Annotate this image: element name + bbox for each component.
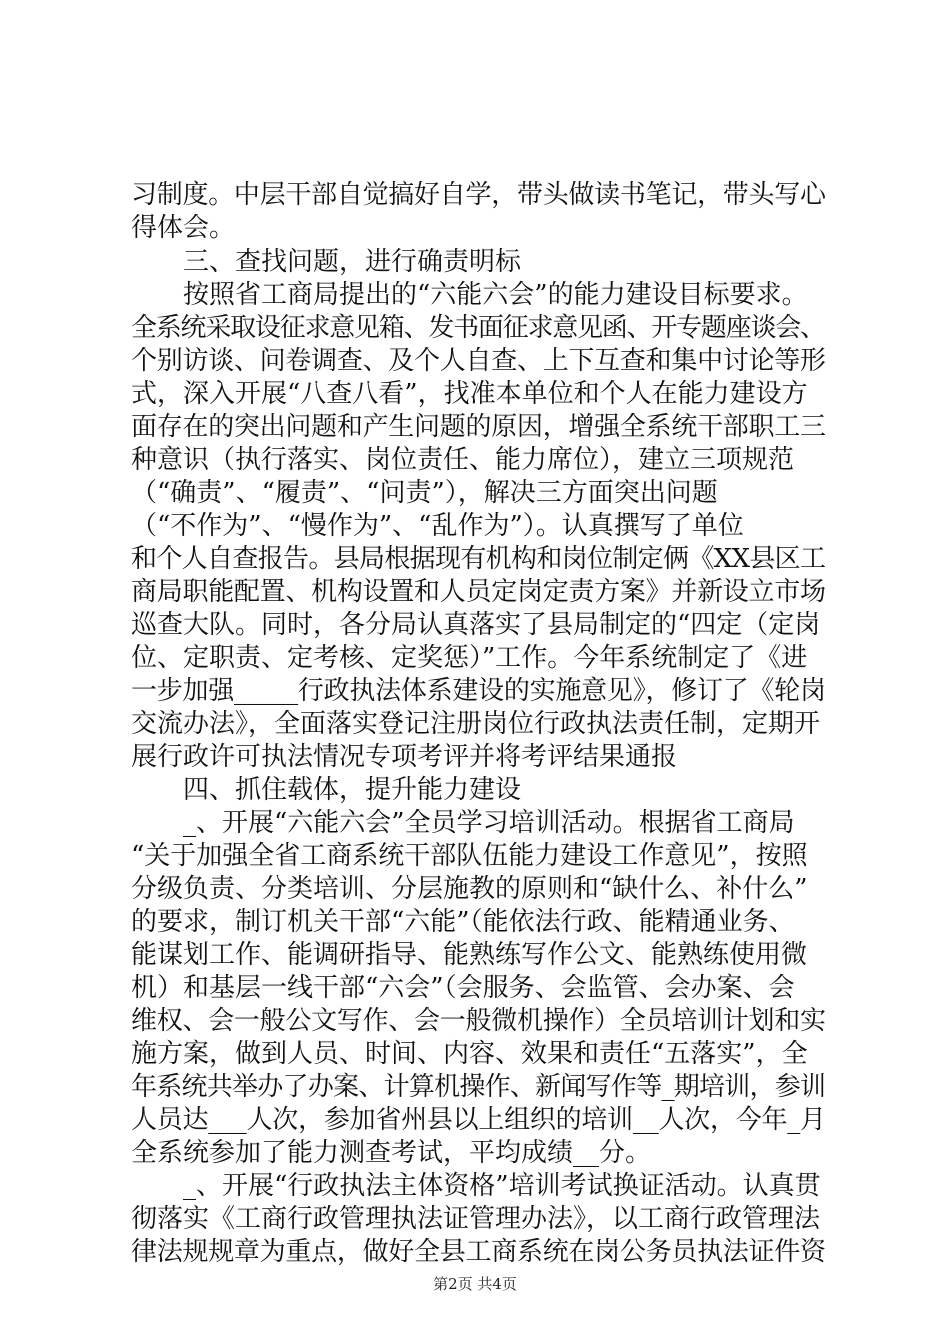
- text-line: 种意识（执行落实、岗位责任、能力席位），建立三项规范: [131, 445, 795, 475]
- text-line: 和个人自查报告。县局根据现有机构和岗位制定俩《XX县区工: [131, 544, 826, 574]
- text-line: 商局职能配置、机构设置和人员定岗定责方案》并新设立市场: [131, 577, 826, 607]
- section-heading: 四、抓住载体，提升能力建设: [183, 775, 522, 805]
- text-line: 维权、会一般公文写作、会一般微机操作）全员培训计划和实: [131, 1006, 826, 1036]
- text-line: （“不作为”、“慢作为”、“乱作为”）。认真撰写了单位: [131, 511, 744, 541]
- text-line: 巡查大队。同时，各分局认真落实了县局制定的“四定（定岗: [131, 610, 821, 640]
- text-line: 能谋划工作、能调研指导、能熟练写作公文、能熟练使用微: [131, 940, 808, 970]
- text-line: “关于加强全省工商系统干部队伍能力建设工作意见”，按照: [131, 841, 808, 871]
- text-line: 式，深入开展“八查八看”，找准本单位和个人在能力建设方: [131, 379, 808, 409]
- text-line: 律法规规章为重点，做好全县工商系统在岗公务员执法证件资: [131, 1237, 826, 1267]
- text-line: 施方案，做到人员、时间、内容、效果和责任“五落实”，全: [131, 1039, 808, 1069]
- text-line: 交流办法》，全面落实登记注册岗位行政执法责任制，定期开: [131, 709, 821, 739]
- text-line: 一步加强_____行政执法体系建设的实施意见》，修订了《轮岗: [131, 676, 826, 706]
- text-line: 位、定职责、定考核、定奖惩）”工作。今年系统制定了《进: [131, 643, 808, 673]
- text-line: 按照省工商局提出的“六能六会”的能力建设目标要求。: [183, 280, 808, 310]
- text-line: 机）和基层一线干部“六会”（会服务、会监管、会办案、会: [131, 973, 795, 1003]
- text-line: 个别访谈、问卷调查、及个人自查、上下互查和集中讨论等形: [131, 346, 826, 376]
- text-line: 全系统参加了能力测查考试，平均成绩__分。: [131, 1138, 652, 1168]
- text-line: （“确责”、“履责”、“问责”），解决三方面突出问题: [131, 478, 718, 508]
- text-line: 分级负责、分类培训、分层施教的原则和“缺什么、补什么”: [131, 874, 808, 904]
- text-line: 面存在的突出问题和产生问题的原因，增强全系统干部职工三: [131, 412, 826, 442]
- text-line: _、开展“行政执法主体资格”培训考试换证活动。认真贯: [183, 1171, 821, 1201]
- text-line: 年系统共举办了办案、计算机操作、新闻写作等_期培训，参训: [131, 1072, 826, 1102]
- text-line: 的要求，制订机关干部“六能”（能依法行政、能精通业务、: [131, 907, 795, 937]
- text-line: 得体会。: [131, 213, 236, 243]
- text-line: 习制度。中层干部自觉搞好自学，带头做读书笔记，带头写心: [131, 180, 826, 210]
- section-heading: 三、查找问题，进行确责明标: [183, 247, 522, 277]
- text-line: 展行政许可执法情况专项考评并将考评结果通报: [131, 742, 678, 772]
- page-footer: 第2页 共4页: [433, 1275, 517, 1293]
- text-line: _、开展“六能六会”全员学习培训活动。根据省工商局: [183, 808, 795, 838]
- text-line: 全系统采取设征求意见箱、发书面征求意见函、开专题座谈会、: [131, 313, 825, 343]
- text-line: 人员达___人次，参加省州县以上组织的培训__人次，今年_月: [131, 1105, 826, 1135]
- text-line: 彻落实《工商行政管理执法证管理办法》，以工商行政管理法: [131, 1204, 821, 1234]
